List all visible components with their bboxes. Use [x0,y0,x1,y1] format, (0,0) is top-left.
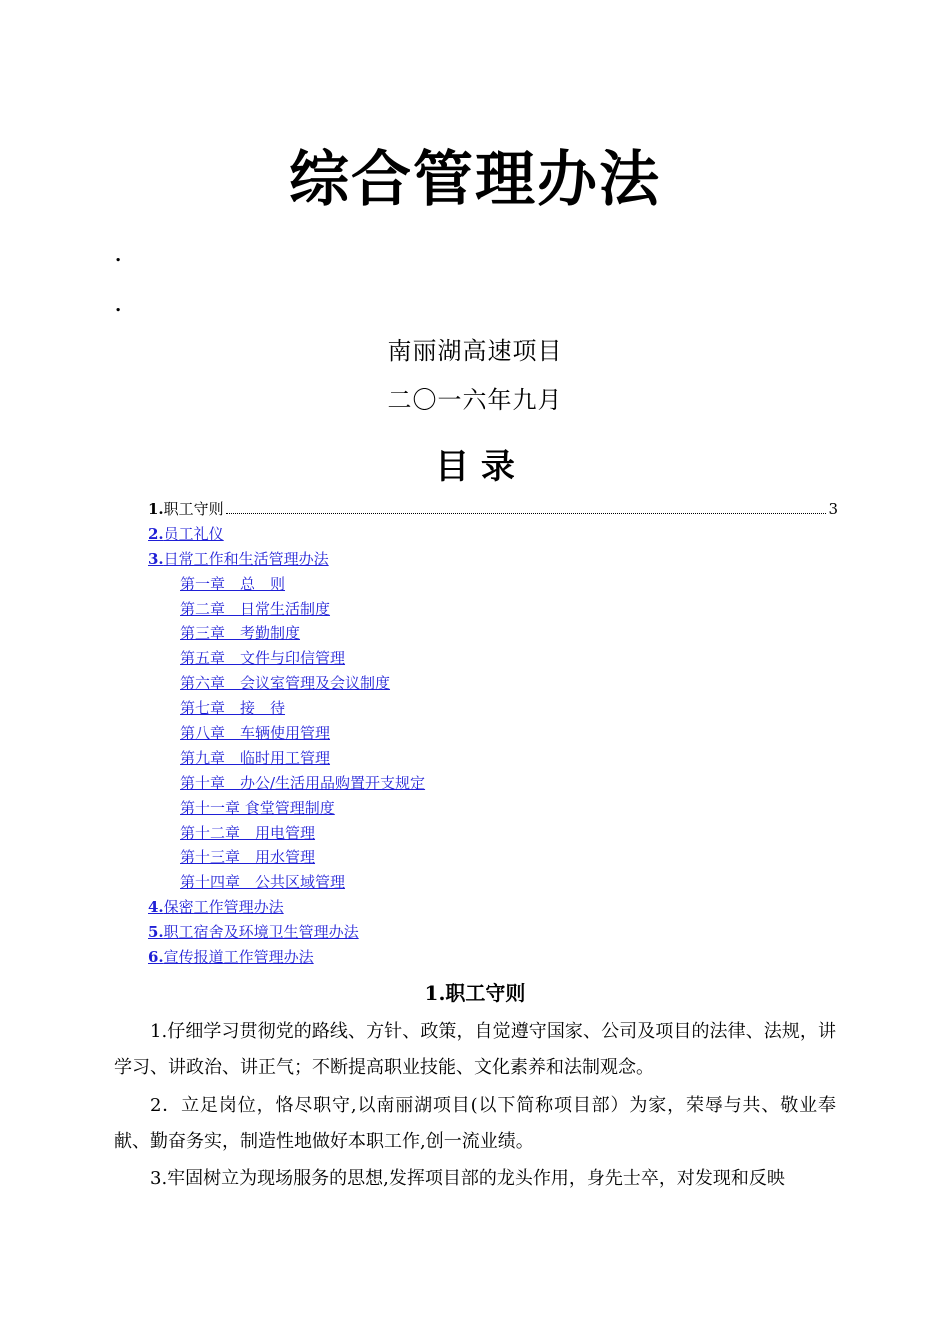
toc-chapter[interactable] [148,746,838,771]
toc-chapter-link[interactable]: 第六章 会议室管理及会议制度 [180,674,391,693]
toc-page-number: 3 [828,500,838,518]
toc-chapter[interactable] [148,721,838,746]
toc-chapter-link[interactable]: 第十一章 食堂管理制度 [180,798,335,817]
toc-chapter[interactable] [148,572,838,597]
toc-chapter[interactable] [148,821,838,846]
toc-chapter[interactable] [148,646,838,671]
toc-entry-number: 3. [148,549,164,568]
document-date: 二〇一六年九月 [387,386,563,414]
toc-entry-number: 5. [148,923,164,942]
toc-link[interactable] [148,898,284,916]
toc-chapter-link[interactable]: 第二章 日常生活制度 [180,599,331,618]
toc-chapter-link[interactable]: 第一章 总 则 [180,574,286,593]
toc-chapter-link[interactable]: 第五章 文件与印信管理 [180,649,346,668]
dot-marker: . [115,245,122,266]
toc-link[interactable] [148,923,359,941]
toc-chapter[interactable] [148,796,838,821]
toc-entry-label: 保密工作管理办法 [163,898,284,917]
toc-chapter-link[interactable]: 第十章 办公/生活用品购置开支规定 [180,773,426,792]
document-title: 综合管理办法 [289,145,661,215]
toc-chapter[interactable] [148,771,838,796]
toc-entry-number: 2. [148,524,164,543]
body-paragraph: 3.牢固树立为现场服务的思想,发挥项目部的龙头作用，身先士卒，对发现和反映 [150,1168,785,1189]
toc-entry-label: 员工礼仪 [163,524,224,543]
toc-entry-label: 宣传报道工作管理办法 [163,948,314,967]
toc-entry-number: 1. [148,500,164,518]
toc-chapter[interactable] [148,621,838,646]
toc-chapter[interactable] [148,696,838,721]
toc-chapter-link[interactable]: 第九章 临时用工管理 [180,748,331,767]
toc-entry-number: 4. [148,898,164,917]
toc-link[interactable] [148,550,329,568]
toc-entry-4[interactable] [148,895,838,920]
toc-entry-label: 职工宿舍及环境卫生管理办法 [163,923,359,942]
toc-link[interactable] [148,948,314,966]
toc-chapter-link[interactable]: 第八章 车辆使用管理 [180,724,331,743]
toc-link[interactable] [148,525,224,543]
toc-entry-5[interactable] [148,920,838,945]
project-name: 南丽湖高速项目 [387,337,563,365]
toc-entry-6[interactable] [148,945,838,970]
toc-dot-leader [226,512,827,514]
toc-chapter[interactable] [148,597,838,622]
dot-marker: . [115,295,122,316]
toc-entry-1[interactable] [148,497,838,522]
toc-entry-label: 日常工作和生活管理办法 [163,549,329,568]
body-paragraph: 2．立足岗位，恪尽职守,以南丽湖项目(以下简称项目部）为家，荣辱与共、敬业奉献、勤奋务实，制造性地做好本职工作,创一流业绩。 [114,1095,836,1152]
toc-chapter-link[interactable]: 第十三章 用水管理 [180,848,316,867]
toc-chapter-link[interactable]: 第十二章 用电管理 [180,823,316,842]
body-paragraph: 1.仔细学习贯彻党的路线、方针、政策，自觉遵守国家、公司及项目的法律、法规，讲学习、讲政治、讲正气；不断提高职业技能、文化素养和法制观念。 [114,1021,836,1078]
toc-chapter[interactable] [148,870,838,895]
toc-chapter-link[interactable]: 第十四章 公共区域管理 [180,873,346,892]
toc-entry-3[interactable] [148,547,838,572]
toc-entry-label: 职工守则 [163,500,224,518]
toc-entry-2[interactable] [148,522,838,547]
toc-chapter[interactable] [148,845,838,870]
toc-heading: 目 录 [435,447,515,487]
table-of-contents [148,497,838,970]
toc-chapter-link[interactable]: 第七章 接 待 [180,699,286,718]
toc-entry-number: 6. [148,948,164,967]
section-heading: 1.职工守则 [424,981,526,1005]
toc-chapter-link[interactable]: 第三章 考勤制度 [180,624,301,643]
toc-chapter[interactable] [148,671,838,696]
